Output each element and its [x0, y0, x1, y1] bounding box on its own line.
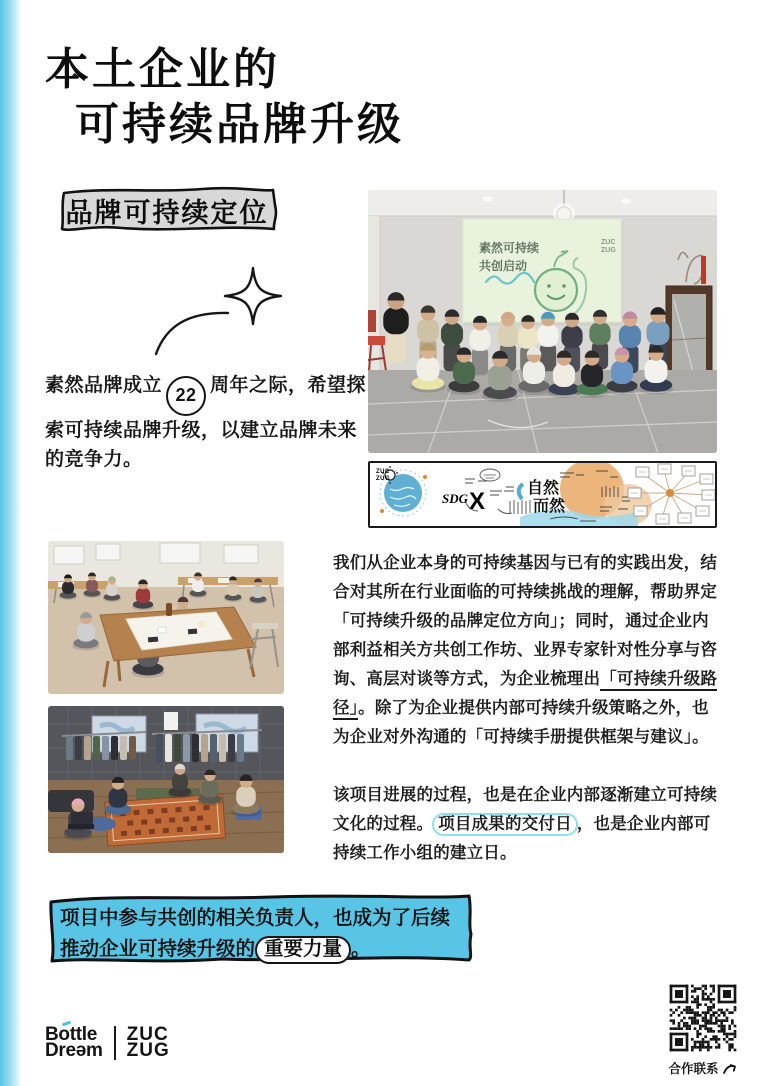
- body-text: [333, 549, 725, 868]
- body-paragraph-2: [333, 781, 725, 868]
- screen-logo-line2: ZUG: [601, 247, 616, 254]
- banner-logo-line1: ZUC: [376, 469, 390, 475]
- circled-emphasis: 项目成果的交付日: [432, 813, 578, 836]
- bottledream-logo: [45, 1024, 103, 1061]
- underlined-emphasis: 「可持续升级路径」: [333, 670, 717, 720]
- banner-big-word-line1: 自然: [527, 480, 560, 497]
- zuczug-line1: ZUC: [126, 1024, 169, 1045]
- star-doodle-icon: [140, 256, 298, 358]
- page-title-line2: 可持续品牌升级: [75, 100, 404, 149]
- page-title-line1: 本土企业的: [45, 45, 280, 94]
- banner-illustration: [368, 461, 717, 528]
- qr-block: [660, 982, 746, 1077]
- screen-logo-line1: ZUC: [601, 239, 616, 246]
- highlight-part1: 项目中参与共创的相关负责人，也成为了后续推动企业可持续升级的: [60, 907, 451, 960]
- intro-part2: 周年之际，希望探索可持续品牌升级，以建立品牌未来的竞争力。: [45, 375, 367, 470]
- main-group-photo: [368, 190, 717, 453]
- qr-caption-row: [660, 1059, 746, 1077]
- intro-text: [45, 371, 371, 474]
- highlight-box: [42, 890, 478, 968]
- circled-number: 22: [166, 376, 206, 416]
- zuczug-line2: ZUG: [126, 1040, 170, 1061]
- footer-logos: [45, 1026, 170, 1060]
- workshop-photo-2: [48, 706, 284, 853]
- body-paragraph-1: [333, 549, 725, 752]
- qr-code: [667, 982, 739, 1054]
- highlight-part2: 。: [351, 938, 371, 960]
- left-accent-stripe: [0, 0, 22, 1086]
- workshop-photo-1: [48, 541, 284, 694]
- p1-part1: 我们从企业本身的可持续基因与已有的实践出发，结合对其所在行业面临的可持续挑战的理解，帮助界定「可持续升级的品牌定位方向」；同时，通过企业内部利益相关方共创工作坊、业界专家针对性分享与咨询、高层对谈等方式，为企业梳理出: [333, 554, 718, 688]
- emphasis-oval: 重要力量: [255, 936, 351, 964]
- highlight-text: [42, 890, 478, 968]
- screen-text-line2: 共创启动: [479, 259, 528, 273]
- bottledream-line1: Bottle: [45, 1024, 98, 1045]
- qr-caption-text: 合作联系: [668, 1062, 719, 1076]
- screen-text-line1: 素然可持续: [479, 241, 540, 255]
- p1-part2: 。除了为企业提供内部可持续升级策略之外，也为企业对外沟通的「可持续手册提供框架与建议」。: [333, 699, 709, 746]
- banner-sdg-label: SDG: [442, 491, 469, 506]
- section-label-text: 品牌可持续定位: [65, 197, 269, 228]
- banner-logo-line2: ZUG: [376, 476, 391, 482]
- bottledream-line2: Dreəm: [45, 1040, 103, 1061]
- section-label: [52, 183, 282, 237]
- arrow-up-right-icon: [722, 1062, 738, 1075]
- p2-part2: ，也是企业内部可持续工作小组的建立日。: [333, 815, 711, 862]
- banner-big-word-line2: 而然: [533, 498, 566, 515]
- page-title: [45, 42, 404, 152]
- intro-part1: 素然品牌成立: [45, 375, 163, 396]
- banner-x-label: X: [469, 488, 486, 515]
- zuczug-logo: [126, 1024, 170, 1061]
- p2-part1: 该项目进展的过程，也是在企业内部逐渐建立可持续文化的过程。: [333, 786, 718, 833]
- logo-divider: [114, 1026, 116, 1060]
